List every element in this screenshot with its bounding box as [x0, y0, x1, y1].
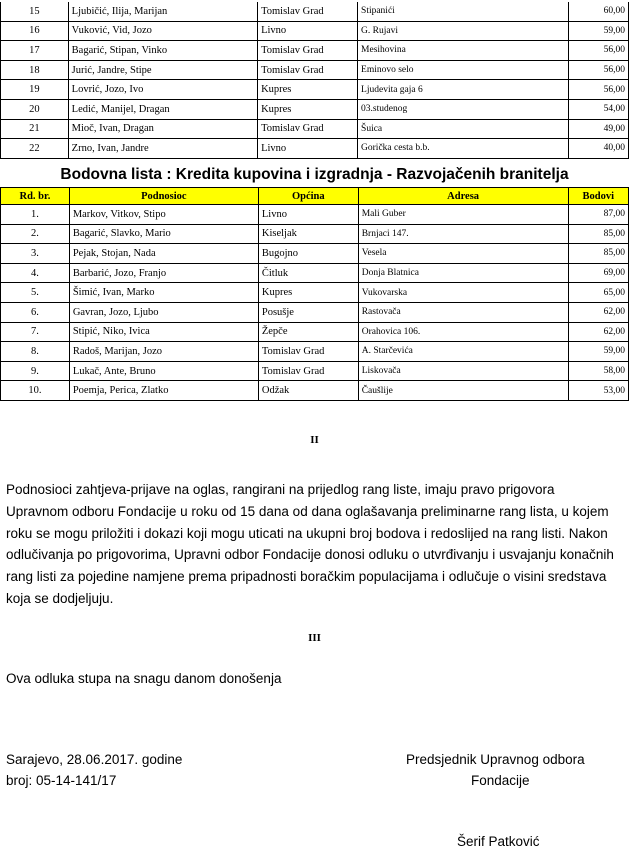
rank-cell: 5. — [1, 283, 70, 303]
rank-cell: 3. — [1, 244, 70, 264]
rank-cell: 8. — [1, 342, 70, 362]
table-row — [1, 263, 629, 283]
address-cell: Mesihovina — [358, 41, 569, 61]
table-row — [1, 224, 629, 244]
applicant-cell: Šimić, Ivan, Marko — [69, 283, 258, 303]
table-row — [1, 322, 629, 342]
table-row — [1, 41, 629, 61]
points-cell: 56,00 — [569, 80, 629, 100]
municipality-cell: Tomislav Grad — [258, 342, 358, 362]
applicant-cell: Stipić, Niko, Ivica — [69, 322, 258, 342]
address-cell: Orahovica 106. — [358, 322, 568, 342]
points-cell: 85,00 — [568, 224, 628, 244]
address-cell: Rastovača — [358, 302, 568, 322]
municipality-cell: Livno — [258, 139, 358, 159]
applicant-cell: Ljubičić, Ilija, Marijan — [68, 2, 257, 21]
header-applicant: Podnosioc — [69, 188, 258, 205]
applicant-cell: Vuković, Vid, Jozo — [68, 21, 257, 41]
applicant-cell: Bagarić, Slavko, Mario — [69, 224, 258, 244]
header-address: Adresa — [358, 188, 568, 205]
applicant-cell: Zrno, Ivan, Jandre — [68, 139, 257, 159]
address-cell: Donja Blatnica — [358, 263, 568, 283]
applicant-cell: Markov, Vitkov, Stipo — [69, 205, 258, 225]
table-row — [1, 119, 629, 139]
applicant-cell: Poemja, Perica, Zlatko — [69, 381, 258, 401]
table-header-row — [1, 188, 629, 205]
points-cell: 85,00 — [568, 244, 628, 264]
table-row — [1, 60, 629, 80]
municipality-cell: Kupres — [258, 99, 358, 119]
rank-cell: 4. — [1, 263, 70, 283]
header-rank: Rd. br. — [1, 188, 70, 205]
applicant-cell: Barbarić, Jozo, Franjo — [69, 263, 258, 283]
table-row — [1, 302, 629, 322]
rank-cell: 7. — [1, 322, 70, 342]
address-cell: Liskovača — [358, 361, 568, 381]
municipality-cell: Livno — [258, 205, 358, 225]
rank-cell: 20 — [1, 99, 69, 119]
applicant-cell: Mioč, Ivan, Dragan — [68, 119, 257, 139]
rank-cell: 18 — [1, 60, 69, 80]
signatory-organization: Fondacije — [471, 773, 530, 788]
address-cell: Vukovarska — [358, 283, 568, 303]
table-row — [1, 244, 629, 264]
rank-cell: 6. — [1, 302, 70, 322]
municipality-cell: Posušje — [258, 302, 358, 322]
rank-cell: 15 — [1, 2, 69, 21]
address-cell: Šuica — [358, 119, 569, 139]
rank-cell: 16 — [1, 21, 69, 41]
points-cell: 49,00 — [569, 119, 629, 139]
header-points: Bodovi — [568, 188, 628, 205]
address-cell: A. Starčevića — [358, 342, 568, 362]
municipality-cell: Tomislav Grad — [258, 119, 358, 139]
municipality-cell: Žepče — [258, 322, 358, 342]
points-cell: 62,00 — [568, 302, 628, 322]
address-cell: Vesela — [358, 244, 568, 264]
address-cell: Mali Guber — [358, 205, 568, 225]
municipality-cell: Tomislav Grad — [258, 41, 358, 61]
table-row — [1, 361, 629, 381]
section-iii-paragraph: Ova odluka stupa na snagu danom donošenja — [6, 671, 282, 686]
address-cell: Ljudevita gaja 6 — [358, 80, 569, 100]
points-cell: 54,00 — [569, 99, 629, 119]
rank-cell: 1. — [1, 205, 70, 225]
municipality-cell: Kupres — [258, 80, 358, 100]
section-ii-paragraph: Podnosioci zahtjeva-prijave na oglas, rangirani na prijedlog rang liste, imaju pravo prigovora Upravnom odboru Fondacije u roku od 15 dana od dana oglašavanja preliminarne rang lista, u kojem roku se mogu priložiti i dokazi koji mogu uticati na ukupni broj bodova i redoslijed na rang listi. Nakon odlučivanja po prigovorima, Upravni odbor Fondacije donosi odluku o utvrđivanju i usvajanju konačnih rang listi za pojedine namjene prema pripadnosti boračkim populacijama i odlučuje o visini sredstava koja se dodjeljuju. — [6, 482, 614, 606]
document-number: broj: 05-14-141/17 — [6, 773, 117, 788]
points-cell: 53,00 — [568, 381, 628, 401]
municipality-cell: Livno — [258, 21, 358, 41]
municipality-cell: Tomislav Grad — [258, 60, 358, 80]
table-row — [1, 21, 629, 41]
section-heading-iii: III — [308, 632, 321, 644]
address-cell: Eminovo selo — [358, 60, 569, 80]
rank-cell: 2. — [1, 224, 70, 244]
rank-cell: 9. — [1, 361, 70, 381]
points-cell: 40,00 — [569, 139, 629, 159]
points-cell: 59,00 — [568, 342, 628, 362]
points-cell: 56,00 — [569, 60, 629, 80]
municipality-cell: Kiseljak — [258, 224, 358, 244]
place-date: Sarajevo, 28.06.2017. godine — [6, 752, 183, 767]
municipality-cell: Kupres — [258, 283, 358, 303]
header-municipality: Općina — [258, 188, 358, 205]
points-cell: 58,00 — [568, 361, 628, 381]
signatory-title: Predsjednik Upravnog odbora — [406, 752, 585, 767]
points-cell: 56,00 — [569, 41, 629, 61]
address-cell: Stipanići — [358, 2, 569, 21]
municipality-cell: Čitluk — [258, 263, 358, 283]
applicant-cell: Ledić, Manijel, Dragan — [68, 99, 257, 119]
signatory-name: Šerif Patković — [457, 834, 540, 849]
address-cell: 03.studenog — [358, 99, 569, 119]
applicant-cell: Radoš, Marijan, Jozo — [69, 342, 258, 362]
table-title: Bodovna lista : Kredita kupovina i izgradnja - Razvojačenih branitelja — [60, 166, 569, 183]
address-cell: Gorička cesta b.b. — [358, 139, 569, 159]
points-table-veterans — [0, 187, 629, 401]
table-row — [1, 99, 629, 119]
section-heading-ii: II — [310, 434, 319, 446]
municipality-cell: Tomislav Grad — [258, 2, 358, 21]
table-row — [1, 342, 629, 362]
points-cell: 59,00 — [569, 21, 629, 41]
applicant-cell: Pejak, Stojan, Nada — [69, 244, 258, 264]
points-cell: 60,00 — [569, 2, 629, 21]
table-row — [1, 205, 629, 225]
points-table-continued — [0, 2, 629, 159]
applicant-cell: Lovrić, Jozo, Ivo — [68, 80, 257, 100]
table-row — [1, 381, 629, 401]
points-cell: 62,00 — [568, 322, 628, 342]
table-row — [1, 80, 629, 100]
municipality-cell: Bugojno — [258, 244, 358, 264]
table-row — [1, 139, 629, 159]
applicant-cell: Jurić, Jandre, Stipe — [68, 60, 257, 80]
table-row — [1, 283, 629, 303]
points-cell: 69,00 — [568, 263, 628, 283]
applicant-cell: Bagarić, Stipan, Vinko — [68, 41, 257, 61]
table-row — [1, 2, 629, 21]
rank-cell: 17 — [1, 41, 69, 61]
applicant-cell: Gavran, Jozo, Ljubo — [69, 302, 258, 322]
rank-cell: 10. — [1, 381, 70, 401]
municipality-cell: Odžak — [258, 381, 358, 401]
address-cell: Brnjaci 147. — [358, 224, 568, 244]
rank-cell: 21 — [1, 119, 69, 139]
rank-cell: 19 — [1, 80, 69, 100]
points-cell: 87,00 — [568, 205, 628, 225]
applicant-cell: Lukač, Ante, Bruno — [69, 361, 258, 381]
rank-cell: 22 — [1, 139, 69, 159]
address-cell: Čaušlije — [358, 381, 568, 401]
address-cell: G. Rujavi — [358, 21, 569, 41]
municipality-cell: Tomislav Grad — [258, 361, 358, 381]
points-cell: 65,00 — [568, 283, 628, 303]
